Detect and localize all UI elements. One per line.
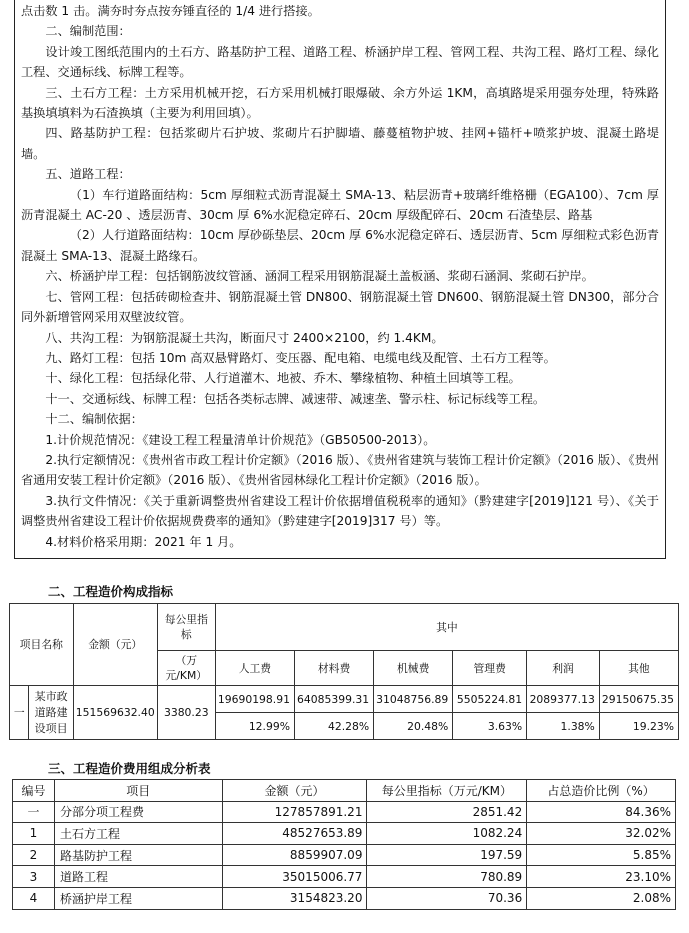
cell-amount: 127857891.21 bbox=[222, 801, 367, 823]
header-number: 编号 bbox=[13, 780, 55, 802]
value-other: 29150675.35 bbox=[599, 686, 678, 713]
header-material: 材料费 bbox=[294, 651, 373, 686]
header-management: 管理费 bbox=[453, 651, 527, 686]
cell-number: 一 bbox=[13, 801, 55, 823]
cell-amount: 48527653.89 bbox=[222, 823, 367, 845]
cell-per-km: 70.36 bbox=[367, 887, 527, 909]
cell-per-km: 1082.24 bbox=[367, 823, 527, 845]
header-profit: 利润 bbox=[527, 651, 600, 686]
cell-amount: 3154823.20 bbox=[222, 887, 367, 909]
percent-management: 3.63% bbox=[453, 713, 527, 740]
header-labor: 人工费 bbox=[215, 651, 294, 686]
cell-ratio: 84.36% bbox=[527, 801, 676, 823]
value-labor: 19690198.91 bbox=[215, 686, 294, 713]
header-machinery: 机械费 bbox=[374, 651, 453, 686]
paragraph: 六、桥涵护岸工程：包括钢筋波纹管涵、涵洞工程采用钢筋混凝土盖板涵、浆砌石涵洞、浆砌石护岸。 bbox=[45, 269, 594, 284]
header-amount: 金额（元） bbox=[73, 604, 157, 686]
value-material: 64085399.31 bbox=[294, 686, 373, 713]
paragraph: 八、共沟工程：为钢筋混凝土共沟，断面尺寸 2400×2100，约 1.4KM。 bbox=[45, 330, 444, 345]
paragraph: 4.材料价格采用期：2021 年 1 月。 bbox=[45, 534, 242, 549]
cell-per-km: 2851.42 bbox=[367, 801, 527, 823]
percent-machinery: 20.48% bbox=[374, 713, 453, 740]
paragraph: 设计竣工图纸范围内的土石方、路基防护工程、道路工程、桥涵护岸工程、管网工程、共沟工程、路灯工程、绿化工程、交通标线、标牌工程等。 bbox=[21, 44, 659, 80]
header-amount: 金额（元） bbox=[222, 780, 367, 802]
cell-amount: 8859907.09 bbox=[222, 844, 367, 866]
header-per-km: 每公里指标 bbox=[157, 604, 215, 651]
paragraph: 点击数 1 击。满夯时夯点按夯锤直径的 1/4 进行搭接。 bbox=[21, 4, 320, 18]
paragraph: 十、绿化工程：包括绿化带、人行道灌木、地被、乔木、攀缘植物、种植土回填等工程。 bbox=[45, 371, 521, 386]
table-row bbox=[13, 887, 676, 909]
paragraph: 九、路灯工程：包括 10m 高双悬臂路灯、变压器、配电箱、电缆电线及配管、土石方工程等。 bbox=[45, 350, 556, 365]
header-per-km: 每公里指标（万元/KM） bbox=[367, 780, 527, 802]
cost-analysis-table bbox=[12, 779, 676, 910]
paragraph: 3.执行文件情况：《关于重新调整贵州省建设工程计价依据增值税税率的通知》（黔建建字[2019]121 号）、《关于调整贵州省建设工程计价依据规费费率的通知》（黔建建字[2019]317 号）等。 bbox=[21, 493, 659, 529]
paragraph: 七、管网工程：包括砖砌检查井、钢筋混凝土管 DN800、钢筋混凝土管 DN600、钢筋混凝土管 DN300，部分合同外新增管网采用双壁波纹管。 bbox=[21, 289, 659, 325]
cell-item: 路基防护工程 bbox=[54, 844, 222, 866]
table-row bbox=[13, 801, 676, 823]
percent-material: 42.28% bbox=[294, 713, 373, 740]
paragraph: （2）人行道路面结构：10cm 厚砂砾垫层、20cm 厚 6%水泥稳定碎石、透层沥青、5cm 厚细粒式彩色沥青混凝土 SMA-13、混凝土路缘石。 bbox=[21, 228, 659, 263]
description-text-block bbox=[14, 0, 666, 559]
row-number: 一 bbox=[10, 686, 29, 740]
cell-number: 4 bbox=[13, 887, 55, 909]
row-project-name: 某市政道路建设项目 bbox=[29, 686, 73, 740]
cell-per-km: 780.89 bbox=[367, 866, 527, 888]
cell-ratio: 2.08% bbox=[527, 887, 676, 909]
cell-ratio: 23.10% bbox=[527, 866, 676, 888]
percent-other: 19.23% bbox=[599, 713, 678, 740]
cell-ratio: 32.02% bbox=[527, 823, 676, 845]
header-project-name: 项目名称 bbox=[10, 604, 74, 686]
header-per-km-unit: （万元/KM） bbox=[157, 651, 215, 686]
cell-ratio: 5.85% bbox=[527, 844, 676, 866]
cell-amount: 35015006.77 bbox=[222, 866, 367, 888]
header-ratio: 占总造价比例（%） bbox=[527, 780, 676, 802]
paragraph: 1.计价规范情况：《建设工程工程量清单计价规范》（GB50500-2013）。 bbox=[45, 432, 436, 447]
header-other: 其他 bbox=[599, 651, 678, 686]
value-profit: 2089377.13 bbox=[527, 686, 600, 713]
cell-number: 3 bbox=[13, 866, 55, 888]
row-amount: 151569632.40 bbox=[73, 686, 157, 740]
cell-number: 2 bbox=[13, 844, 55, 866]
cell-item: 桥涵护岸工程 bbox=[54, 887, 222, 909]
cost-composition-table bbox=[9, 603, 679, 740]
paragraph: 十一、交通标线、标牌工程：包括各类标志牌、减速带、减速垄、警示柱、标记标线等工程。 bbox=[45, 391, 546, 406]
paragraph: 二、编制范围： bbox=[45, 24, 131, 39]
paragraph: 五、道路工程： bbox=[45, 167, 131, 182]
value-machinery: 31048756.89 bbox=[374, 686, 453, 713]
paragraph: （1）车行道路面结构：5cm 厚细粒式沥青混凝土 SMA-13、粘层沥青+玻璃纤维格栅（EGA100）、7cm 厚沥青混凝土 AC-20 、透层沥青、30cm 厚 6%水泥稳定碎石、20cm 厚级配碎石、20cm 石渣垫层、路基 bbox=[21, 187, 659, 223]
percent-profit: 1.38% bbox=[527, 713, 600, 740]
header-among: 其中 bbox=[215, 604, 678, 651]
cell-item: 土石方工程 bbox=[54, 823, 222, 845]
paragraph: 四、路基防护工程：包括浆砌片石护坡、浆砌片石护脚墙、藤蔓植物护坡、挂网+锚杆+喷浆护坡、混凝土路堤墙。 bbox=[21, 126, 659, 161]
section3-title: 三、工程造价费用组成分析表 bbox=[48, 761, 211, 776]
table-row bbox=[13, 823, 676, 845]
paragraph: 三、土石方工程：土方采用机械开挖，石方采用机械打眼爆破、余方外运 1KM，高填路堤采用强夯处理，特殊路基换填填料为石渣换填（主要为利用回填）。 bbox=[21, 85, 659, 121]
paragraph: 十二、编制依据： bbox=[45, 412, 143, 427]
cell-per-km: 197.59 bbox=[367, 844, 527, 866]
section2-title: 二、工程造价构成指标 bbox=[48, 584, 174, 599]
cell-item: 分部分项工程费 bbox=[54, 801, 222, 823]
percent-labor: 12.99% bbox=[215, 713, 294, 740]
row-per-km: 3380.23 bbox=[157, 686, 215, 740]
table-row bbox=[13, 844, 676, 866]
cell-item: 道路工程 bbox=[54, 866, 222, 888]
cell-number: 1 bbox=[13, 823, 55, 845]
header-item: 项目 bbox=[54, 780, 222, 802]
table-row bbox=[13, 866, 676, 888]
paragraph: 2.执行定额情况：《贵州省市政工程计价定额》（2016 版）、《贵州省建筑与装饰工程计价定额》（2016 版）、《贵州省通用安装工程计价定额》（2016 版）、《贵州省园林绿化工程计价定额》（2016 版）。 bbox=[21, 452, 659, 488]
value-management: 5505224.81 bbox=[453, 686, 527, 713]
